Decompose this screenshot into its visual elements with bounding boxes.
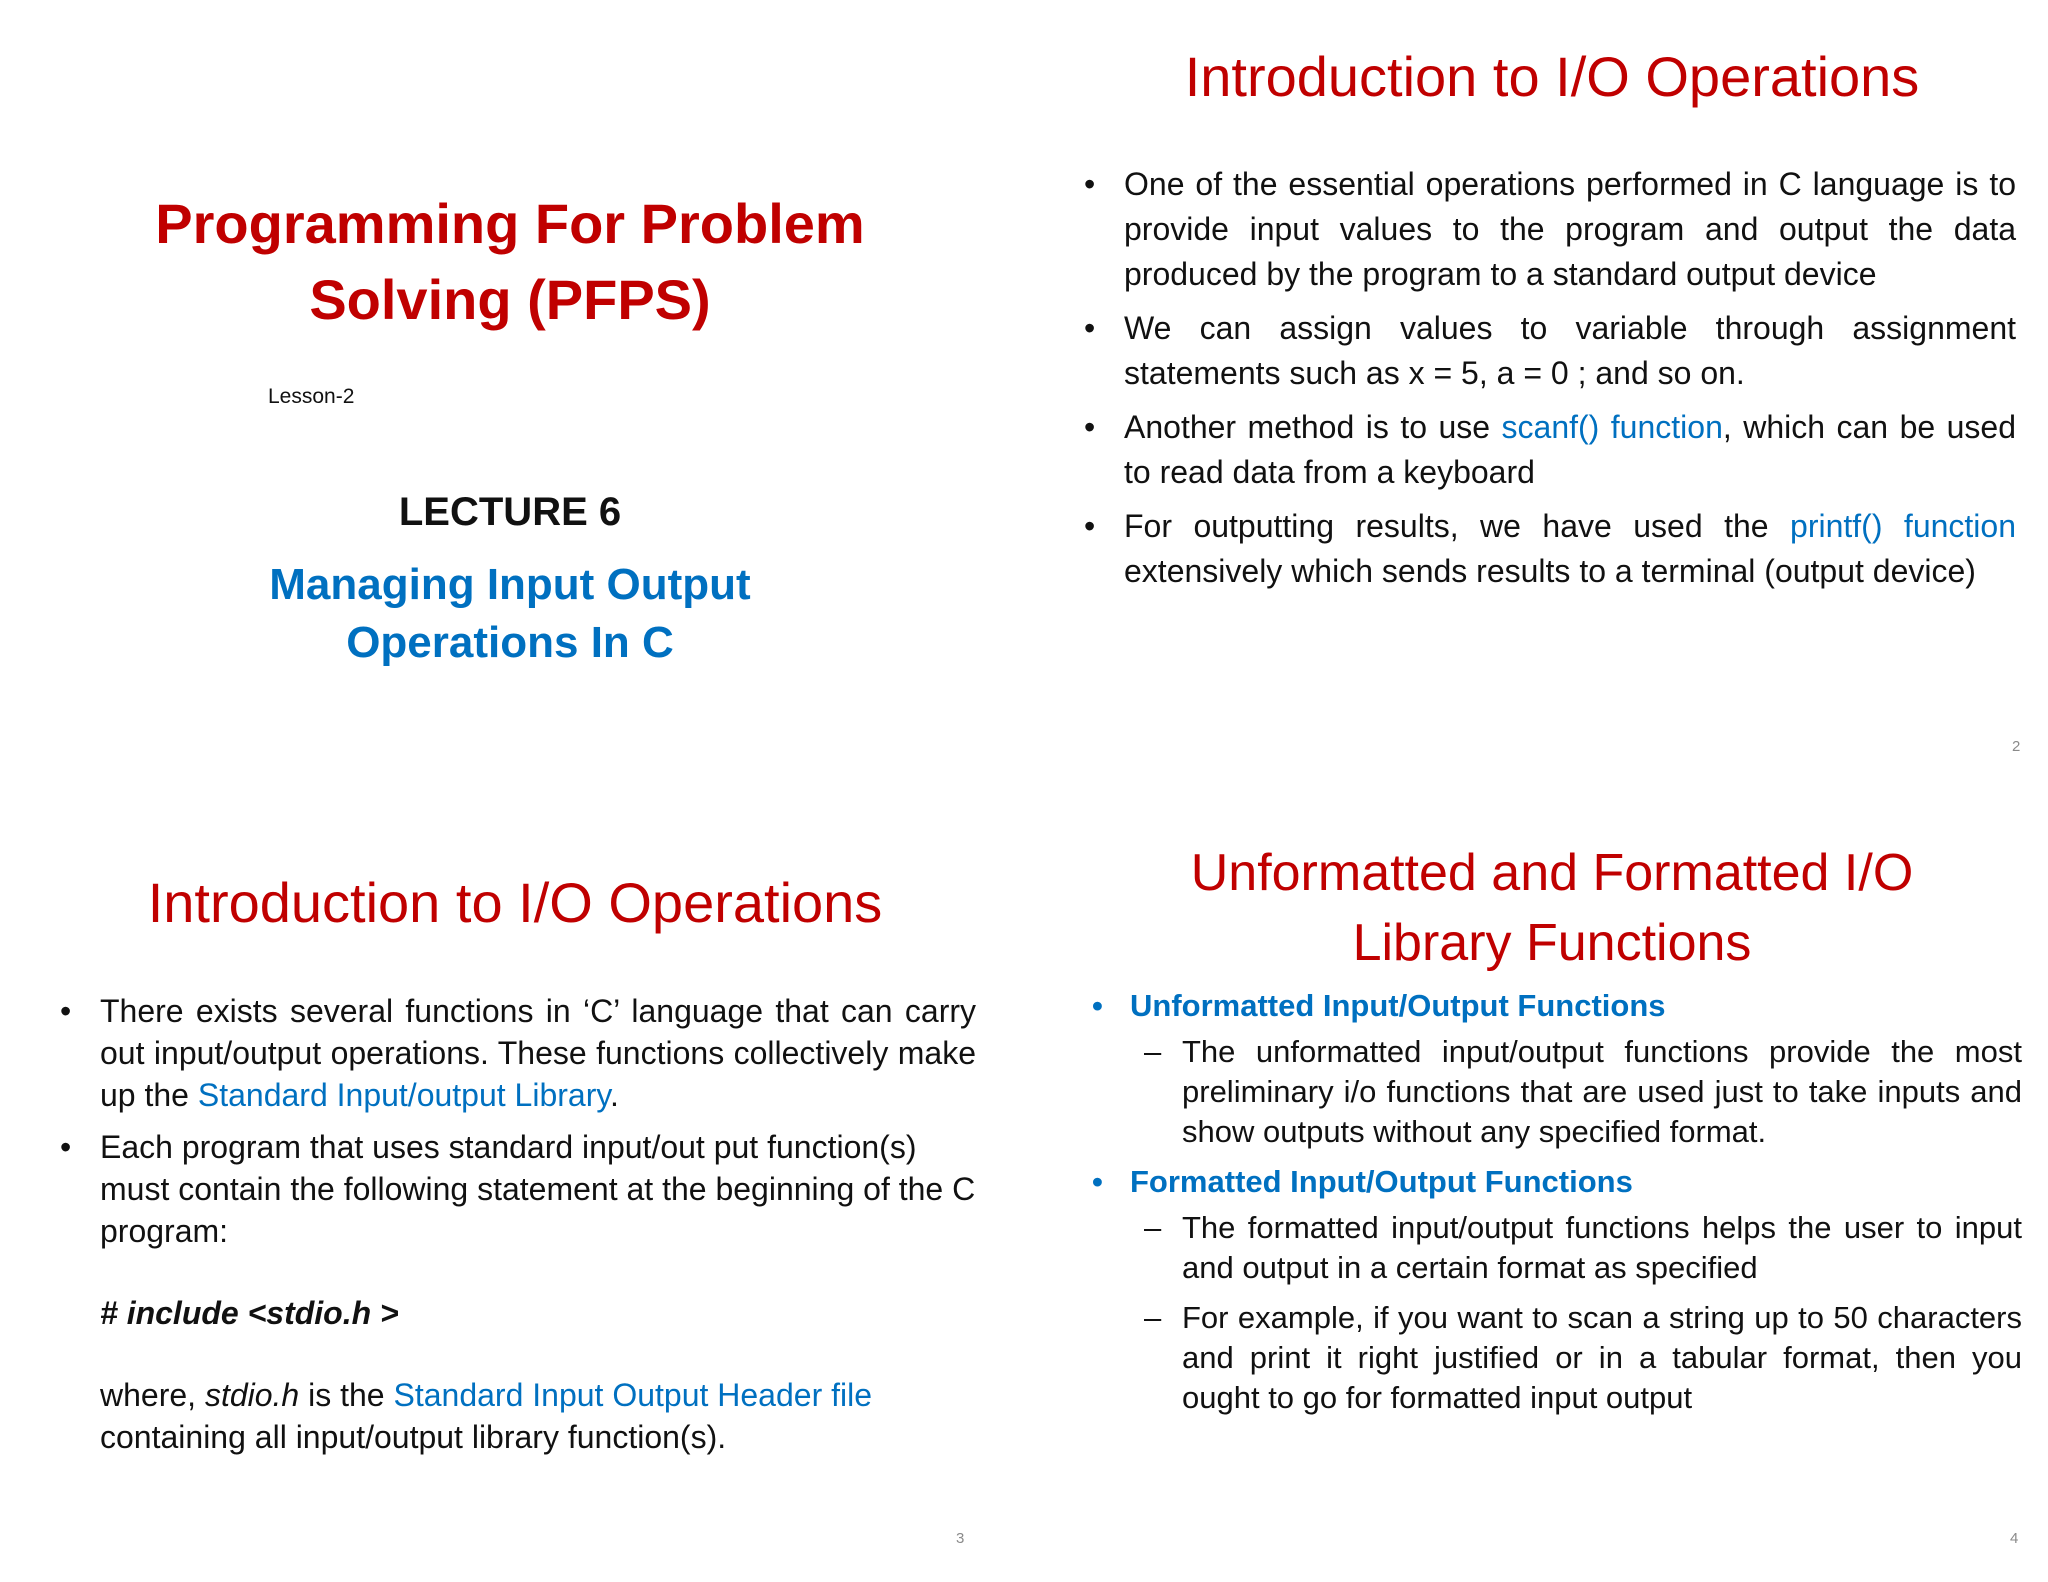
slide-4-title-line1: Unformatted and Formatted I/O bbox=[1190, 844, 1914, 902]
dash-icon: – bbox=[1144, 1300, 1162, 1335]
formatted-heading bbox=[1092, 1162, 2022, 1202]
course-title-line2: Solving (PFPS) bbox=[309, 268, 711, 331]
bullet-text: One of the essential operations performed in C language is to provide input values to the program and output the data produced by the program to a standard output device bbox=[1124, 166, 2016, 292]
slide-2-title: Introduction to I/O Operations bbox=[1184, 45, 1920, 108]
bullet-text: We can assign values to variable through assignment statements such as x = 5, a = 0 ; and so on. bbox=[1124, 310, 2016, 391]
where-suffix: containing all input/output library function(s). bbox=[100, 1419, 727, 1455]
course-title bbox=[130, 186, 890, 338]
slide-4-io-functions bbox=[1024, 790, 2048, 1582]
bullet-text-after: , which can be used to read data from a keyboard bbox=[1124, 409, 2017, 490]
stdio-filename: stdio.h bbox=[204, 1377, 300, 1413]
slide-4-title-line2: Library Functions bbox=[1352, 914, 1752, 972]
list-item bbox=[60, 1126, 976, 1458]
dash-icon: – bbox=[1144, 1210, 1162, 1245]
bullet-icon: • bbox=[1092, 1164, 1103, 1199]
bullet-icon: • bbox=[1092, 988, 1103, 1023]
page-number: 3 bbox=[956, 1530, 965, 1547]
header-file-highlight: Standard Input Output Header file bbox=[393, 1377, 873, 1413]
bullet-text: Each program that uses standard input/out put function(s) must contain the following statement at the beginning of the C program: bbox=[100, 1129, 976, 1249]
stdio-library-highlight: Standard Input/output Library bbox=[197, 1077, 610, 1113]
lecture-subtitle-line2: Operations In C bbox=[346, 618, 674, 667]
course-title-line1: Programming For Problem bbox=[155, 192, 865, 255]
sub-item-text: The unformatted input/output functions provide the most preliminary i/o functions that are used just to take inputs and show outputs without any specified format. bbox=[1182, 1034, 2022, 1149]
slide-3-intro-io bbox=[0, 790, 1024, 1582]
sub-item-text: For example, if you want to scan a string up to 50 characters and print it right justified or in a tabular format, then you ought to go for formatted input output bbox=[1182, 1300, 2022, 1415]
bullet-text-before: For outputting results, we have used the bbox=[1124, 508, 1791, 544]
slide-2-intro-io bbox=[1024, 0, 2048, 790]
bullet-icon: • bbox=[60, 1129, 72, 1165]
lecture-subtitle bbox=[130, 556, 890, 672]
bullet-icon: • bbox=[1084, 310, 1096, 346]
list-item bbox=[60, 990, 976, 1116]
list-item bbox=[1092, 1208, 2022, 1288]
slide-2-bullet-list bbox=[1084, 162, 2016, 603]
bullet-icon: • bbox=[1084, 166, 1096, 202]
page-number: 4 bbox=[2010, 1530, 2019, 1547]
slide-4-title bbox=[1024, 838, 2048, 978]
lecture-number: LECTURE 6 bbox=[398, 490, 622, 534]
bullet-text-before: There exists several functions in ‘C’ language that can carry out input/output operations. These functions collectively make up the bbox=[100, 993, 976, 1113]
slide-1-title bbox=[0, 0, 1024, 790]
list-item bbox=[1084, 405, 2016, 495]
bullet-icon: • bbox=[1084, 409, 1096, 445]
bullet-text-after: extensively which sends results to a terminal (output device) bbox=[1124, 553, 1976, 589]
slide-4-bullet-list bbox=[1092, 986, 2022, 1428]
where-middle: is the bbox=[299, 1377, 394, 1413]
list-item bbox=[1092, 1298, 2022, 1418]
where-explanation bbox=[100, 1374, 976, 1458]
heading-text: Formatted Input/Output Functions bbox=[1130, 1164, 1633, 1199]
bullet-text-after: . bbox=[609, 1077, 619, 1113]
list-item bbox=[1084, 306, 2016, 396]
bullet-icon: • bbox=[1084, 508, 1096, 544]
sub-item-text: The formatted input/output functions helps the user to input and output in a certain format as specified bbox=[1182, 1210, 2022, 1285]
unformatted-heading bbox=[1092, 986, 2022, 1026]
list-item bbox=[1084, 504, 2016, 594]
list-item bbox=[1084, 162, 2016, 297]
bullet-icon: • bbox=[60, 993, 72, 1029]
where-prefix: where, bbox=[100, 1377, 205, 1413]
bullet-text-before: Another method is to use bbox=[1124, 409, 1502, 445]
include-statement: # include <stdio.h > bbox=[100, 1295, 399, 1331]
dash-icon: – bbox=[1144, 1034, 1162, 1069]
heading-text: Unformatted Input/Output Functions bbox=[1130, 988, 1666, 1023]
page-number: 2 bbox=[2012, 738, 2021, 755]
slide-3-title: Introduction to I/O Operations bbox=[147, 871, 883, 934]
slide-3-bullet-list bbox=[60, 990, 976, 1468]
printf-highlight: printf() function bbox=[1790, 508, 2017, 544]
scanf-highlight: scanf() function bbox=[1501, 409, 1723, 445]
list-item bbox=[1092, 1032, 2022, 1152]
lecture-subtitle-line1: Managing Input Output bbox=[269, 560, 751, 609]
lesson-label: Lesson-2 bbox=[268, 385, 355, 408]
